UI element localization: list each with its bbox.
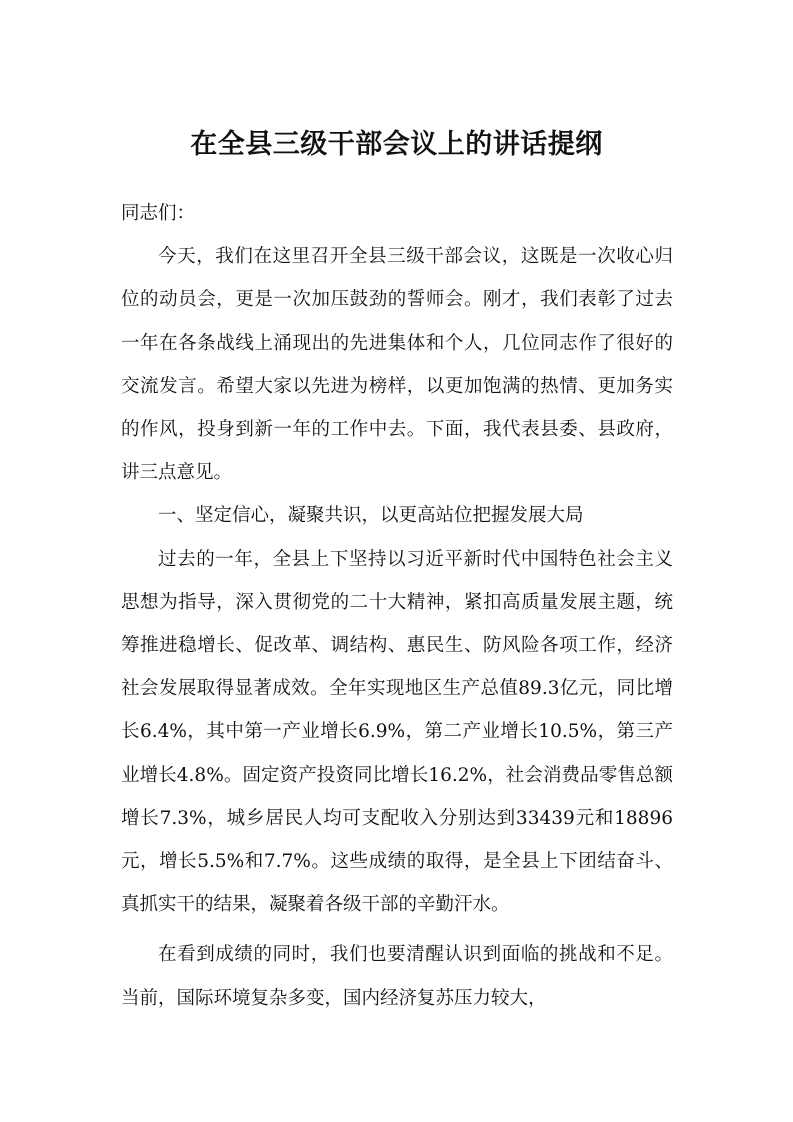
document-body xyxy=(121,192,673,1020)
salutation: 同志们： xyxy=(121,203,196,224)
section-heading-1: 一、坚定信心，凝聚共识，以更高站位把握发展大局 xyxy=(158,505,584,527)
paragraph-achievements: 过去的一年，全县上下坚持以习近平新时代中国特色社会主义思想为指导，深入贯彻党的二十大精神，紧扣高质量发展主题，统筹推进稳增长、促改革、调结构、惠民生、防风险各项工作，经济社会发展取得显著成效。全年实现地区生产总值89.3亿元，同比增长6.4%，其中第一产业增长6.9%，第二产业增长10.5%，第三产业增长4.8%。固定资产投资同比增长16.2%，社会消费品零售总额增长7.3%，城乡居民人均可支配收入分别达到33439元和18896元，增长5.5%和7.7%。这些成绩的取得，是全县上下团结奋斗、真抓实干的结果，凝聚着各级干部的辛勤汗水。 xyxy=(121,548,673,916)
paragraph-opening: 今天，我们在这里召开全县三级干部会议，这既是一次收心归位的动员会，更是一次加压鼓劲的誓师会。刚才，我们表彰了过去一年在各条战线上涌现出的先进集体和个人，几位同志作了很好的交流发言。希望大家以先进为榜样，以更加饱满的热情、更加务实的作风，投身到新一年的工作中去。下面，我代表县委、县政府，讲三点意见。 xyxy=(121,246,673,484)
document-title: 在全县三级干部会议上的讲话提纲 xyxy=(190,129,603,160)
paragraph-challenges: 在看到成绩的同时，我们也要清醒认识到面临的挑战和不足。当前，国际环境复杂多变，国内经济复苏压力较大， xyxy=(121,944,673,1009)
